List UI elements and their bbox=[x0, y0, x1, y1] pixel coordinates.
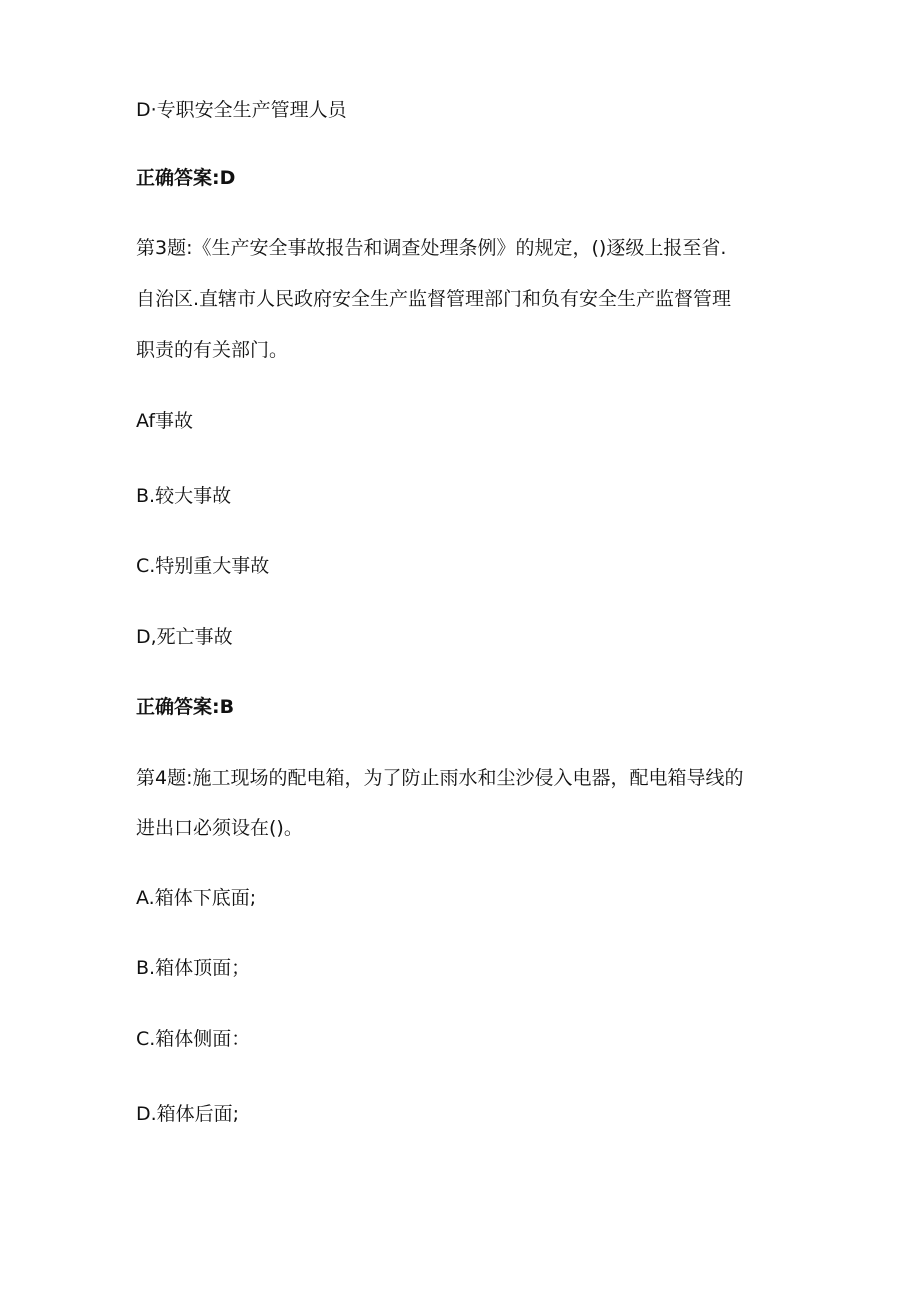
q4-question-line-1: 第4题:施工现场的配电箱，为了防止雨水和尘沙侵入电器，配电箱导线的 bbox=[136, 767, 744, 789]
q3-option-d: D,死亡事故 bbox=[136, 626, 233, 648]
q3-question-line-3: 职责的有关部门。 bbox=[136, 339, 289, 361]
q4-question-line-2: 进出口必须设在()。 bbox=[136, 817, 303, 839]
q3-correct-answer: 正确答案:B bbox=[136, 696, 235, 718]
q3-question-line-2: 自治区.直辖市人民政府安全生产监督管理部门和负有安全生产监督管理 bbox=[136, 288, 732, 310]
q4-option-c: C.箱体侧面： bbox=[136, 1028, 251, 1050]
q4-option-a: A.箱体下底面; bbox=[136, 887, 257, 909]
q3-option-b: B.较大事故 bbox=[136, 485, 232, 507]
q4-option-b: B.箱体顶面； bbox=[136, 957, 251, 979]
q2-correct-answer: 正确答案:D bbox=[136, 167, 236, 189]
q3-option-a: Af事故 bbox=[136, 410, 194, 432]
q2-option-d: D·专职安全生产管理人员 bbox=[136, 99, 347, 121]
q4-option-d: D.箱体后面; bbox=[136, 1103, 240, 1125]
q3-option-c: C.特别重大事故 bbox=[136, 555, 270, 577]
q3-question-line-1: 第3题:《生产安全事故报告和调查处理条例》的规定，()逐级上报至省. bbox=[136, 237, 727, 259]
